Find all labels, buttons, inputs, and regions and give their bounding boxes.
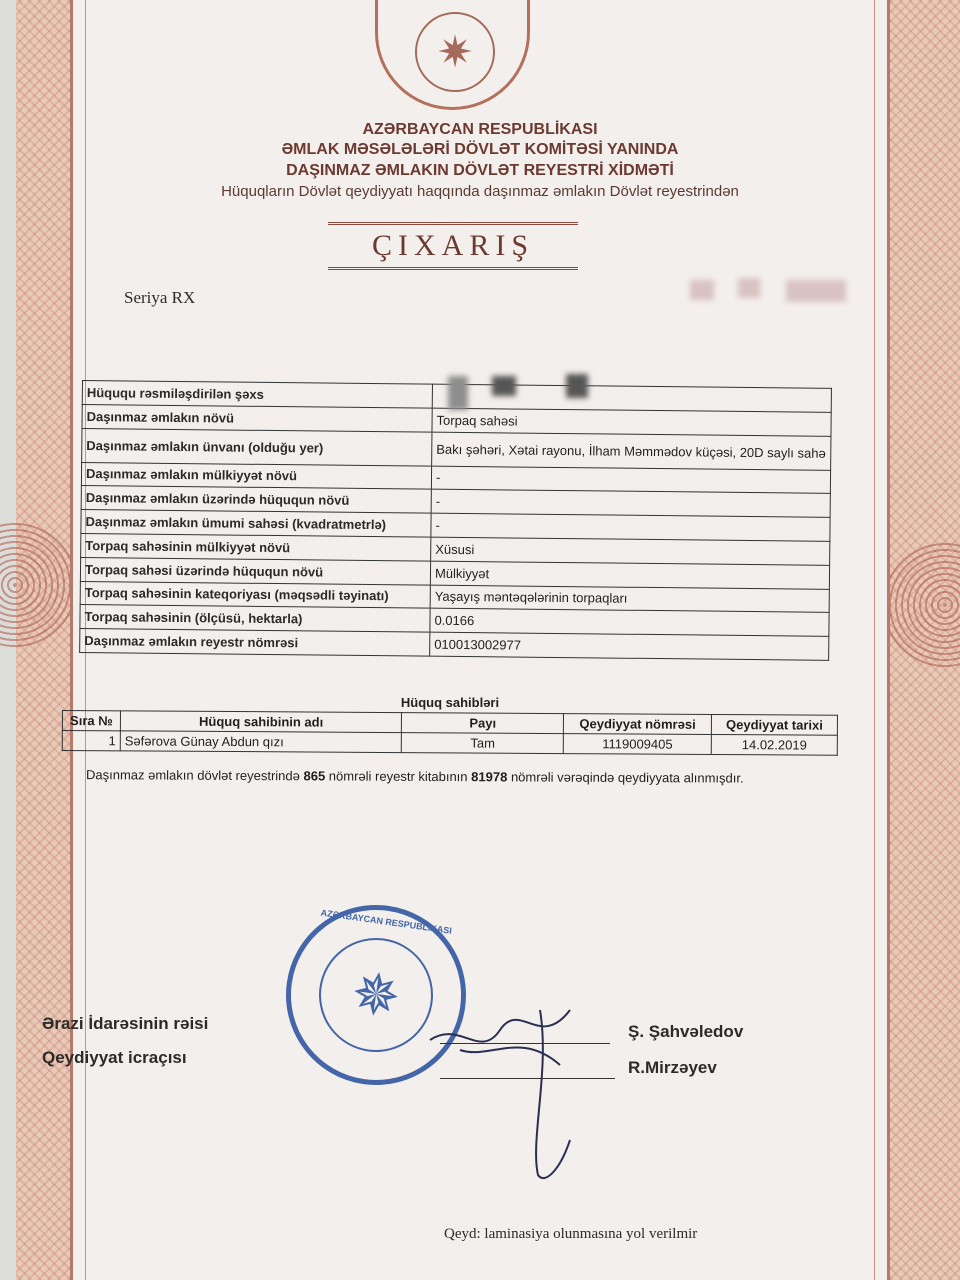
redacted-name	[492, 376, 516, 396]
column-header-registration: Qeydiyyat nömrəsi	[564, 714, 712, 735]
signer-name-2: R.Mirzəyev	[628, 1058, 717, 1077]
header-line-2: ƏMLAK MƏSƏLƏLƏRİ DÖVLƏT KOMİTƏSİ YANINDA	[281, 141, 679, 158]
owner-number: 1	[62, 731, 120, 751]
stamp-text: AZƏRBAYCAN RESPUBLİKASI	[320, 907, 453, 936]
field-label: Torpaq sahəsinin (ölçüsü, hektarla)	[80, 605, 430, 632]
column-header-date: Qeydiyyat tarixi	[711, 714, 837, 735]
owner-registration-number: 1119009405	[563, 734, 711, 755]
field-value: Yaşayış məntəqələrinin torpaqları	[430, 585, 829, 613]
decorative-rosette-left	[0, 520, 80, 650]
field-label: Hüququ rəsmiləşdirilən şəxs	[82, 381, 432, 408]
field-value: Xüsusi	[431, 537, 830, 565]
footer-note: Qeyd: laminasiya olunmasına yol verilmir	[444, 1226, 698, 1242]
field-value: Mülkiyyət	[430, 561, 829, 589]
owner-registration-date: 14.02.2019	[711, 734, 837, 755]
signer-name-1: Ş. Şahvəledov	[628, 1022, 744, 1041]
table-row	[62, 731, 837, 756]
redacted-number	[690, 280, 714, 300]
series-label: Seriya RX	[124, 288, 196, 307]
owners-table	[62, 710, 838, 756]
redacted-name	[566, 374, 588, 398]
field-label: Daşınmaz əmlakın reyestr nömrəsi	[80, 629, 430, 656]
field-label: Torpaq sahəsinin mülkiyyət növü	[81, 533, 431, 560]
field-value: 010013002977	[430, 632, 829, 660]
signature-line-2	[440, 1078, 615, 1079]
header-line-1: AZƏRBAYCAN RESPUBLİKASI	[362, 121, 598, 138]
owner-name: Səfərova Günay Abdun qızı	[120, 731, 402, 753]
signature-line-1	[440, 1043, 610, 1044]
field-label: Torpaq sahəsinin kateqoriyası (məqsədli təyinatı)	[80, 581, 430, 608]
signer-role-1: Ərazi İdarəsinin rəisi	[42, 1014, 209, 1033]
field-value: Bakı şəhəri, Xətai rayonu, İlham Məmmədov küçəsi, 20D saylı sahə	[432, 432, 831, 470]
field-label: Daşınmaz əmlakın üzərində hüququn növü	[81, 486, 431, 513]
field-label: Daşınmaz əmlakın növü	[82, 404, 432, 431]
signer-role-2: Qeydiyyat icraçısı	[42, 1048, 187, 1067]
document-title: ÇIXARIŞ	[371, 229, 534, 262]
register-text-part2: nömrəli reyestr kitabının	[328, 768, 468, 785]
coat-of-arms-icon: ✷	[415, 12, 495, 92]
register-sheet-number: 81978	[471, 769, 508, 785]
signature-icon	[420, 990, 600, 1190]
field-value: -	[431, 513, 830, 541]
redacted-number	[738, 278, 760, 298]
owners-heading: Hüquq sahibləri	[400, 695, 500, 710]
stamp-emblem-icon: ✵	[312, 931, 441, 1060]
decorative-rosette-right	[880, 540, 960, 670]
document-subtitle: Hüquqların Dövlət qeydiyyatı haqqında daşınmaz əmlakın Dövlət reyestrindən	[221, 183, 739, 200]
owner-share: Tam	[402, 733, 564, 754]
register-text-part1: Daşınmaz əmlakın dövlət reyestrində	[85, 767, 300, 784]
column-header-number: Sıra №	[62, 711, 120, 731]
register-book-number: 865	[303, 768, 326, 784]
register-text-part3: nömrəli vərəqində qeydiyyata alınmışdır.	[510, 769, 744, 786]
field-value: Torpaq sahəsi	[432, 408, 831, 436]
field-label: Daşınmaz əmlakın ünvanı (olduğu yer)	[82, 428, 432, 466]
field-label: Torpaq sahəsi üzərində hüququn növü	[80, 557, 430, 584]
field-value: 0.0166	[430, 609, 829, 637]
redacted-name	[448, 376, 468, 410]
field-value: -	[431, 490, 830, 518]
property-info-table	[79, 380, 832, 661]
redacted-number	[786, 280, 846, 302]
column-header-share: Payı	[402, 713, 564, 734]
field-value: -	[431, 466, 830, 494]
field-label: Daşınmaz əmlakın ümumi sahəsi (kvadratmetrlə)	[81, 510, 431, 537]
title-frame	[328, 222, 578, 270]
column-header-name: Hüquq sahibinin adı	[120, 711, 402, 733]
field-label: Daşınmaz əmlakın mülkiyyət növü	[81, 462, 431, 489]
header-line-3: DAŞINMAZ ƏMLAKIN DÖVLƏT REYESTRİ XİDMƏTİ	[286, 162, 674, 179]
